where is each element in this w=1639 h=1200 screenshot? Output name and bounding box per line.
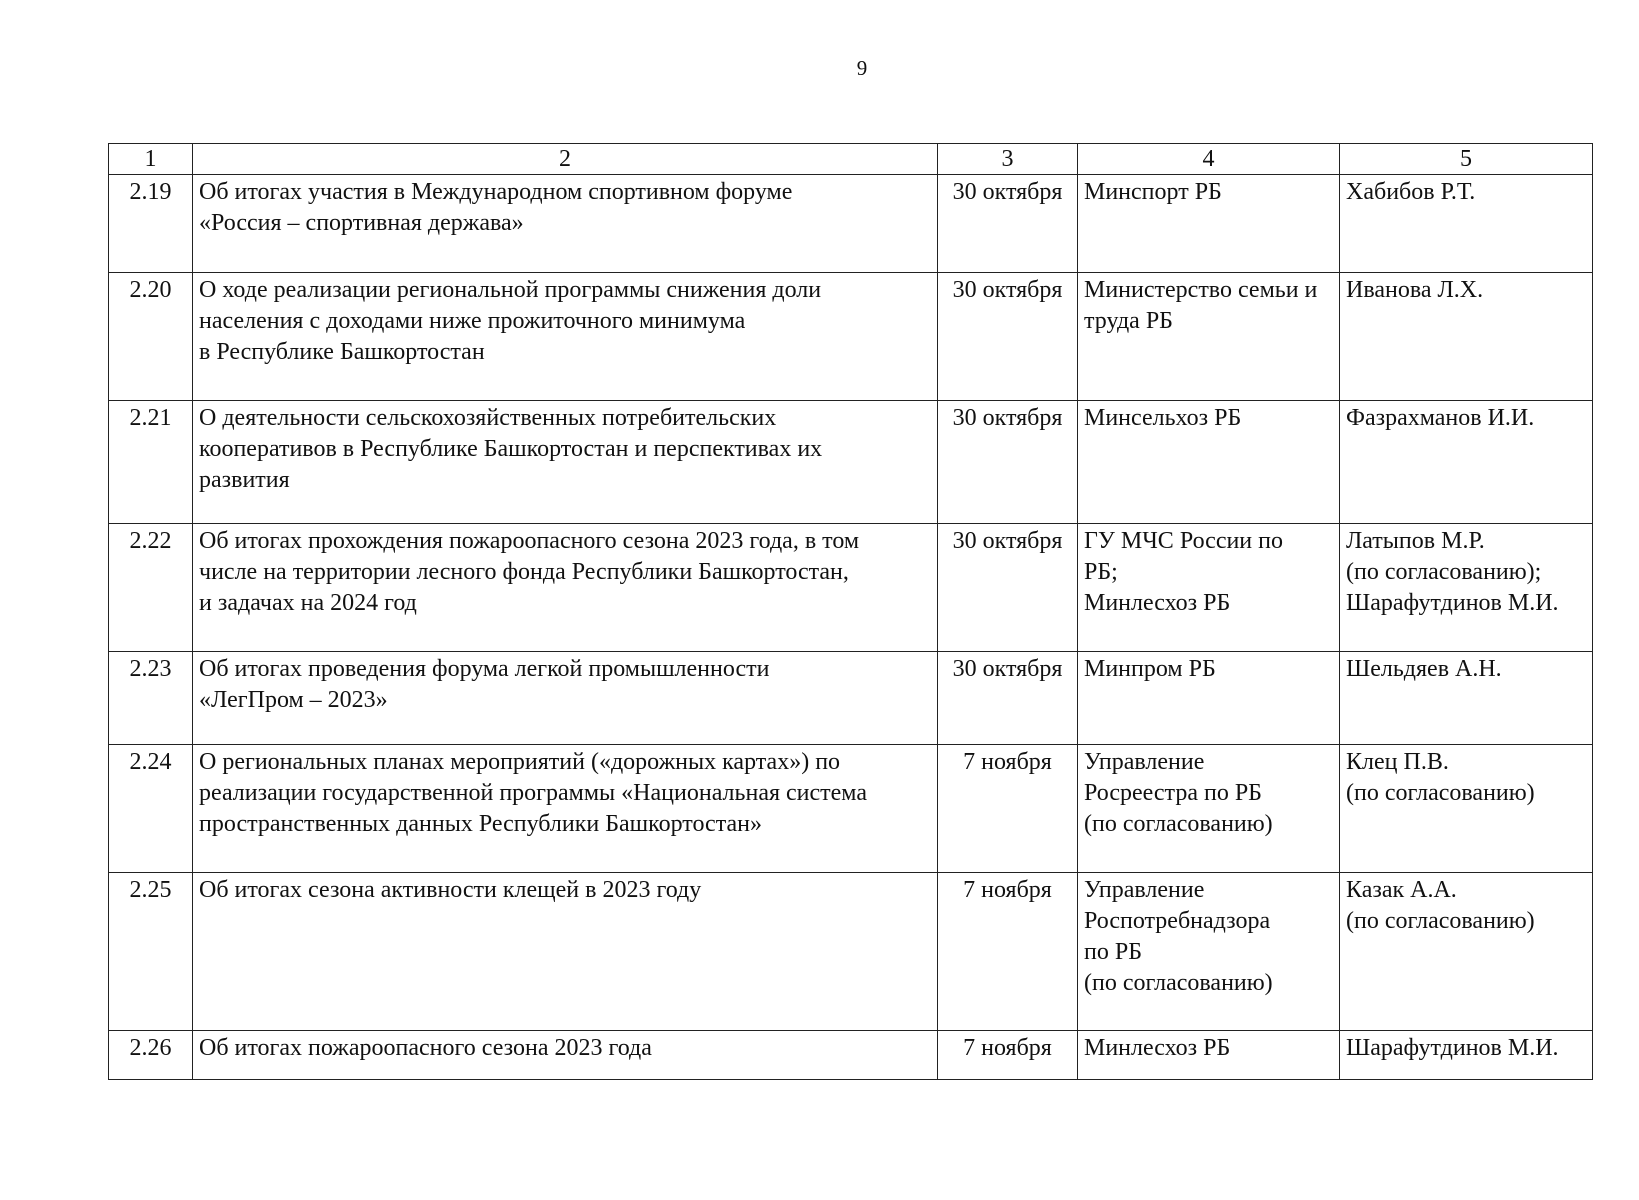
item-topic: О деятельности сельскохозяйственных потребительских кооперативов в Республике Башкортостан и перспективах их развития <box>193 401 938 524</box>
item-responsible-org: Управление Роспотребнадзора по РБ (по согласованию) <box>1078 873 1340 1031</box>
item-responsible-org: ГУ МЧС России по РБ; Минлесхоз РБ <box>1078 524 1340 652</box>
item-topic: Об итогах прохождения пожароопасного сезона 2023 года, в том числе на территории лесного фонда Республики Башкортостан, и задачах на 2024 год <box>193 524 938 652</box>
column-header-3: 3 <box>938 144 1078 175</box>
item-topic: Об итогах сезона активности клещей в 2023 году <box>193 873 938 1031</box>
table-row <box>109 745 1593 873</box>
item-date: 30 октября <box>938 175 1078 273</box>
item-responsible-org: Минлесхоз РБ <box>1078 1031 1340 1080</box>
item-date: 30 октября <box>938 273 1078 401</box>
table-row <box>109 524 1593 652</box>
table-row <box>109 175 1593 273</box>
item-topic: Об итогах участия в Международном спортивном форуме «Россия – спортивная держава» <box>193 175 938 273</box>
item-number: 2.25 <box>109 873 193 1031</box>
column-header-2: 2 <box>193 144 938 175</box>
item-speaker: Фазрахманов И.И. <box>1340 401 1593 524</box>
item-speaker: Иванова Л.Х. <box>1340 273 1593 401</box>
item-topic: Об итогах пожароопасного сезона 2023 года <box>193 1031 938 1080</box>
table-row <box>109 1031 1593 1080</box>
item-topic: Об итогах проведения форума легкой промышленности «ЛегПром – 2023» <box>193 652 938 745</box>
page-number: 9 <box>856 56 868 80</box>
item-number: 2.23 <box>109 652 193 745</box>
table-row <box>109 873 1593 1031</box>
item-date: 7 ноября <box>938 1031 1078 1080</box>
item-speaker: Клец П.В. (по согласованию) <box>1340 745 1593 873</box>
item-responsible-org: Минпром РБ <box>1078 652 1340 745</box>
item-date: 7 ноября <box>938 745 1078 873</box>
item-responsible-org: Минспорт РБ <box>1078 175 1340 273</box>
table-row <box>109 652 1593 745</box>
item-speaker: Шельдяев А.Н. <box>1340 652 1593 745</box>
item-date: 30 октября <box>938 401 1078 524</box>
item-date: 30 октября <box>938 524 1078 652</box>
column-header-5: 5 <box>1340 144 1593 175</box>
column-header-1: 1 <box>109 144 193 175</box>
item-number: 2.24 <box>109 745 193 873</box>
item-number: 2.22 <box>109 524 193 652</box>
item-number: 2.20 <box>109 273 193 401</box>
item-speaker: Шарафутдинов М.И. <box>1340 1031 1593 1080</box>
item-responsible-org: Минсельхоз РБ <box>1078 401 1340 524</box>
item-date: 30 октября <box>938 652 1078 745</box>
table-row <box>109 401 1593 524</box>
item-number: 2.26 <box>109 1031 193 1080</box>
item-speaker: Хабибов Р.Т. <box>1340 175 1593 273</box>
item-topic: О региональных планах мероприятий («дорожных картах») по реализации государственной программы «Национальная система пространственных данных Республики Башкортостан» <box>193 745 938 873</box>
item-topic: О ходе реализации региональной программы снижения доли населения с доходами ниже прожиточного минимума в Республике Башкортостан <box>193 273 938 401</box>
table-row <box>109 273 1593 401</box>
plan-table <box>108 143 1593 1080</box>
item-number: 2.21 <box>109 401 193 524</box>
item-responsible-org: Министерство семьи и труда РБ <box>1078 273 1340 401</box>
column-header-4: 4 <box>1078 144 1340 175</box>
table-header-row <box>109 144 1593 175</box>
item-speaker: Казак А.А. (по согласованию) <box>1340 873 1593 1031</box>
item-date: 7 ноября <box>938 873 1078 1031</box>
item-speaker: Латыпов М.Р. (по согласованию); Шарафутдинов М.И. <box>1340 524 1593 652</box>
item-number: 2.19 <box>109 175 193 273</box>
item-responsible-org: Управление Росреестра по РБ (по согласованию) <box>1078 745 1340 873</box>
